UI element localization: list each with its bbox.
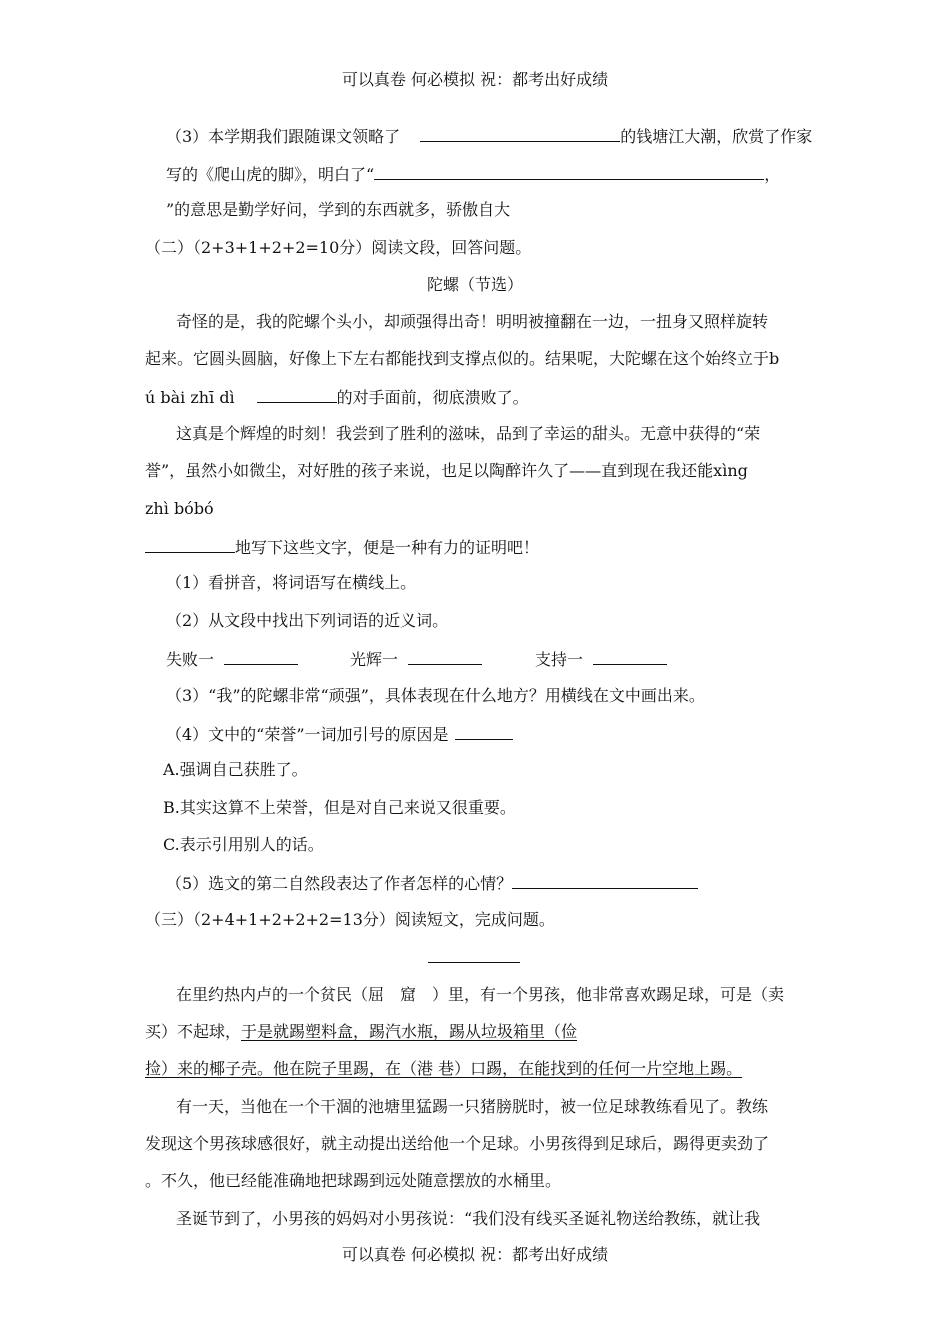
synonym-glory-label: 光辉一 xyxy=(350,650,399,669)
page-footer: 可以真卷 何必模拟 祝：都考出好成绩 xyxy=(341,1245,609,1264)
question-2: （2）从文段中找出下列词语的近义词。 xyxy=(166,611,449,630)
q3-line2 xyxy=(166,163,780,185)
passage-p2-line4 xyxy=(145,536,539,558)
passage-p2-line1: 这真是个辉煌的时刻！我尝到了胜利的滋味，品到了幸运的甜头。无意中获得的“荣 xyxy=(176,424,761,443)
question-1: （1）看拼音，将词语写在横线上。 xyxy=(166,573,417,592)
article-p3-line1: 圣诞节到了，小男孩的妈妈对小男孩说：“我们没有线买圣诞礼物送给教练，就让我 xyxy=(176,1209,761,1228)
passage-p2-line4-text: 地写下这些文字，便是一种有力的证明吧！ xyxy=(235,538,540,557)
synonym-support-label: 支持一 xyxy=(535,650,584,669)
article-p1-line2-text-a: 买）不起球， xyxy=(145,1022,242,1041)
article-p1-line2 xyxy=(145,1022,577,1042)
question-5-text: （5）选文的第二自然段表达了作者怎样的心情？ xyxy=(166,874,513,893)
synonym-glory xyxy=(350,648,482,670)
passage-title: 陀螺（节选） xyxy=(426,275,523,294)
synonym-failure-label: 失败一 xyxy=(166,650,215,669)
passage-p1-line3 xyxy=(145,386,529,408)
section3-title: （三）（2+4+1+2+2+2=13分）阅读短文，完成问题。 xyxy=(145,910,555,929)
article-p2-line1: 有一天，当他在一个干涸的池塘里猛踢一只猪膀胱时，被一位足球教练看见了。教练 xyxy=(176,1097,769,1116)
section2-title: （二）（2+3+1+2+2=10分）阅读文段，回答问题。 xyxy=(145,238,532,257)
question-4 xyxy=(166,723,513,745)
blank-article-title[interactable] xyxy=(428,962,520,963)
page-header: 可以真卷 何必模拟 祝：都考出好成绩 xyxy=(341,70,609,89)
pinyin-xingzhibobo: zhì bóbó xyxy=(145,499,214,518)
passage-p2-line2: 誉”，虽然小如微尘，对好胜的孩子来说，也足以陶醉许久了——直到现在我还能xìng xyxy=(145,461,748,480)
blank-pinyin-1[interactable] xyxy=(257,386,337,403)
pinyin-budaizhidi: ú bài zhī dì xyxy=(145,388,235,407)
blank-synonym-failure[interactable] xyxy=(224,648,298,665)
article-underlined-sentence-2: 捡）来的椰子壳。他在院子里踢，在（港 巷）口踢，在能找到的任何一片空地上踢。 xyxy=(145,1059,743,1078)
article-p2-line2: 发现这个男孩球感很好，就主动提出送给他一个足球。小男孩得到足球后，踢得更卖劲了 xyxy=(145,1134,770,1153)
q3-line2-text-a: 写的《爬山虎的脚》，明白了“ xyxy=(166,165,375,184)
question-4-text: （4）文中的“荣誉”一词加引号的原因是 xyxy=(166,725,449,744)
blank-q5[interactable] xyxy=(512,872,698,889)
passage-p1-line1: 奇怪的是，我的陀螺个头小，却顽强得出奇！明明被撞翻在一边，一扭身又照样旋转 xyxy=(176,312,769,331)
blank-pinyin-2[interactable] xyxy=(145,536,235,553)
q3-line2-text-b: ， xyxy=(764,165,781,184)
q3-line1-text-b: 的钱塘江大潮，欣赏了作家 xyxy=(620,127,813,146)
blank-q4[interactable] xyxy=(455,723,513,740)
blank-synonym-support[interactable] xyxy=(593,648,667,665)
passage-p1-line2: 起来。它圆头圆脑，好像上下左右都能找到支撑点似的。结果呢，大陀螺在这个始终立于b xyxy=(145,349,780,368)
synonym-failure xyxy=(166,648,298,670)
question-5 xyxy=(166,872,698,894)
option-b: B.其实这算不上荣誉，但是对自己来说又很重要。 xyxy=(163,798,516,817)
synonym-support xyxy=(535,648,667,670)
q3-line3: ”的意思是勤学好问，学到的东西就多，骄傲自大 xyxy=(166,200,511,219)
q3-line1-text-a: （3）本学期我们跟随课文领略了 xyxy=(166,127,401,146)
passage-p1-line3-text: 的对手面前，彻底溃败了。 xyxy=(336,388,529,407)
question-3: （3）“我”的陀螺非常“顽强”，具体表现在什么地方？用横线在文中画出来。 xyxy=(166,686,705,705)
option-a: A.强调自己获胜了。 xyxy=(163,760,308,779)
blank-synonym-glory[interactable] xyxy=(408,648,482,665)
q3-line1 xyxy=(166,125,812,147)
option-c: C.表示引用别人的话。 xyxy=(163,835,324,854)
blank-tide[interactable] xyxy=(420,125,620,142)
article-p2-line3: 。不久，他已经能准确地把球踢到远处随意摆放的水桶里。 xyxy=(145,1171,562,1190)
article-underlined-sentence-1: 于是就踢塑料盒，踢汽水瓶，踢从垃圾箱里（俭 xyxy=(241,1022,578,1041)
blank-proverb[interactable] xyxy=(374,163,764,180)
article-p1-line1: 在里约热内卢的一个贫民（屈 窟 ）里，有一个男孩，他非常喜欢踢足球，可是（卖 xyxy=(176,985,785,1004)
